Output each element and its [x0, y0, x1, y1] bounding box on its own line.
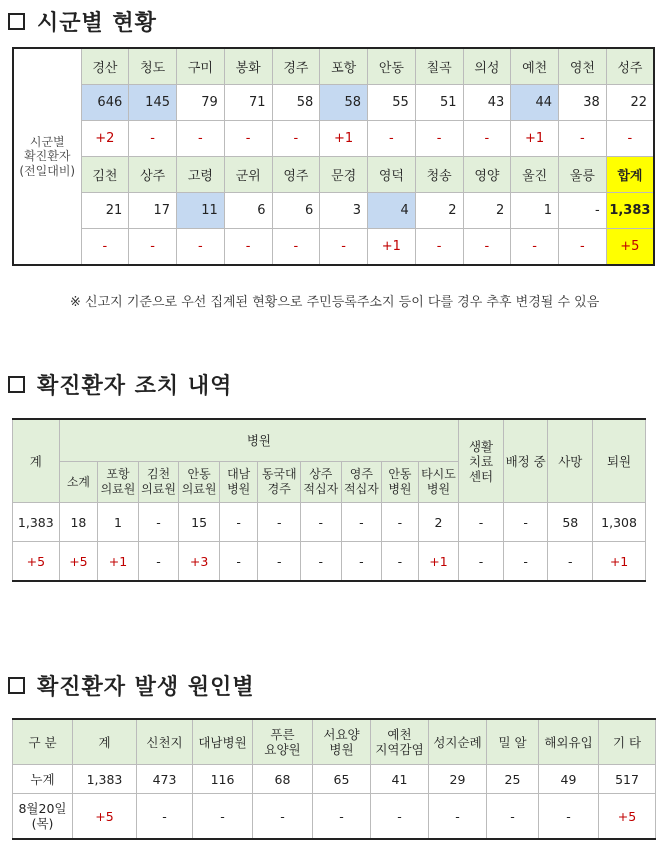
measure-total-cell: - [459, 503, 504, 542]
measure-change-cell: +5 [59, 542, 98, 582]
city-header: 김천 [81, 157, 129, 193]
city-header: 울릉 [559, 157, 607, 193]
cause-header: 밀 알 [487, 719, 539, 765]
city-count: 6 [272, 193, 320, 229]
measure-total-cell: 58 [548, 503, 593, 542]
section2-title [8, 369, 232, 400]
cause-header: 기 타 [599, 719, 656, 765]
city-count: 11 [177, 193, 225, 229]
col-center-header: 생활 치료 센터 [459, 419, 504, 503]
city-change: - [81, 229, 129, 266]
city-change: - [559, 229, 607, 266]
cause-cumulative-cell: 473 [137, 765, 193, 794]
section1-title [8, 6, 157, 37]
cause-daily-cell: - [371, 794, 429, 840]
checkbox-square-icon [8, 13, 25, 30]
city-change: - [463, 229, 511, 266]
city-header: 고령 [177, 157, 225, 193]
city-header: 청도 [129, 48, 177, 85]
city-header: 군위 [224, 157, 272, 193]
city-count: 43 [463, 85, 511, 121]
city-count: 4 [368, 193, 416, 229]
cause-cumulative-cell: 29 [429, 765, 487, 794]
measure-change-cell: - [301, 542, 342, 582]
cause-daily-cell: - [313, 794, 371, 840]
city-count: 1,383 [606, 193, 654, 229]
row-label: 시군별 확진환자 (전일대비) [13, 48, 81, 265]
checkbox-square-icon [8, 677, 25, 694]
city-count: 38 [559, 85, 607, 121]
hospital-sub-header: 타시도 병원 [418, 461, 459, 502]
cause-daily-cell: - [539, 794, 599, 840]
measure-change-cell: - [503, 542, 548, 582]
cause-daily-cell: - [193, 794, 253, 840]
city-change: - [463, 121, 511, 157]
measure-total-cell: 2 [418, 503, 459, 542]
city-change: - [129, 121, 177, 157]
city-count: 44 [511, 85, 559, 121]
cause-cumulative-cell: 25 [487, 765, 539, 794]
patient-measures-table [12, 418, 646, 582]
city-header: 경주 [272, 48, 320, 85]
city-count: 21 [81, 193, 129, 229]
city-header: 성주 [606, 48, 654, 85]
measure-total-cell: 1,308 [593, 503, 646, 542]
city-header: 영주 [272, 157, 320, 193]
city-count: 58 [320, 85, 368, 121]
city-header: 합계 [606, 157, 654, 193]
city-change: - [415, 229, 463, 266]
cause-daily-cell: - [429, 794, 487, 840]
city-change: - [511, 229, 559, 266]
city-header: 영덕 [368, 157, 416, 193]
measure-total-cell: 1,383 [13, 503, 60, 542]
cause-daily-cell: +5 [73, 794, 137, 840]
city-header: 봉화 [224, 48, 272, 85]
measure-total-cell: - [219, 503, 258, 542]
city-change: - [177, 121, 225, 157]
hospital-sub-header: 안동 병원 [382, 461, 419, 502]
cause-cumulative-cell: 41 [371, 765, 429, 794]
measure-change-cell: - [382, 542, 419, 582]
cause-header: 계 [73, 719, 137, 765]
cause-cumulative-cell: 1,383 [73, 765, 137, 794]
measure-total-cell: - [382, 503, 419, 542]
cause-header: 해외유입 [539, 719, 599, 765]
col-total-header: 계 [13, 419, 60, 503]
cause-table [12, 718, 656, 840]
cause-header: 서요양 병원 [313, 719, 371, 765]
measure-change-cell: +1 [98, 542, 139, 582]
city-count: 2 [463, 193, 511, 229]
hospital-sub-header: 안동 의료원 [179, 461, 220, 502]
cause-header: 성지순례 [429, 719, 487, 765]
measure-change-cell: - [219, 542, 258, 582]
cause-header: 신천지 [137, 719, 193, 765]
city-change: +1 [511, 121, 559, 157]
city-count: 646 [81, 85, 129, 121]
city-count: 2 [415, 193, 463, 229]
measure-change-cell: - [258, 542, 301, 582]
city-change: +2 [81, 121, 129, 157]
cause-cumulative-cell: 누계 [13, 765, 73, 794]
hospital-sub-header: 영주 적십자 [341, 461, 382, 502]
hospital-sub-header: 포항 의료원 [98, 461, 139, 502]
section3-title [8, 670, 255, 701]
city-change: - [272, 229, 320, 266]
measure-total-cell: - [301, 503, 342, 542]
hospital-sub-header: 상주 적십자 [301, 461, 342, 502]
col-death-header: 사망 [548, 419, 593, 503]
city-change: - [606, 121, 654, 157]
city-change: +5 [606, 229, 654, 266]
hospital-sub-header: 소계 [59, 461, 98, 502]
city-count: 1 [511, 193, 559, 229]
city-change: - [224, 229, 272, 266]
measure-change-cell: - [138, 542, 179, 582]
city-count: - [559, 193, 607, 229]
city-change: - [320, 229, 368, 266]
city-change: - [224, 121, 272, 157]
col-discharged-header: 퇴원 [593, 419, 646, 503]
city-header: 청송 [415, 157, 463, 193]
cause-daily-cell: - [253, 794, 313, 840]
city-change: +1 [368, 229, 416, 266]
hospital-sub-header: 대남 병원 [219, 461, 258, 502]
city-header: 영양 [463, 157, 511, 193]
city-count: 58 [272, 85, 320, 121]
measure-change-cell: - [548, 542, 593, 582]
cause-cumulative-cell: 517 [599, 765, 656, 794]
cause-cumulative-cell: 116 [193, 765, 253, 794]
measure-total-cell: - [503, 503, 548, 542]
measure-total-cell: 18 [59, 503, 98, 542]
city-header: 안동 [368, 48, 416, 85]
cause-daily-cell: 8월20일 (목) [13, 794, 73, 840]
hospital-sub-header: 김천 의료원 [138, 461, 179, 502]
city-count: 145 [129, 85, 177, 121]
city-change: - [559, 121, 607, 157]
cause-cumulative-cell: 65 [313, 765, 371, 794]
city-change: +1 [320, 121, 368, 157]
col-pending-header: 배정 중 [503, 419, 548, 503]
city-count: 71 [224, 85, 272, 121]
city-change: - [272, 121, 320, 157]
city-header: 구미 [177, 48, 225, 85]
section1-title-text: 시군별 현황 [37, 11, 157, 36]
city-count: 6 [224, 193, 272, 229]
city-change: - [129, 229, 177, 266]
city-header: 경산 [81, 48, 129, 85]
cause-header: 예천 지역감염 [371, 719, 429, 765]
cause-header: 대남병원 [193, 719, 253, 765]
measure-total-cell: - [258, 503, 301, 542]
city-count: 55 [368, 85, 416, 121]
city-change: - [177, 229, 225, 266]
measure-total-cell: - [341, 503, 382, 542]
cause-daily-cell: - [137, 794, 193, 840]
city-status-table [12, 47, 655, 266]
measure-change-cell: - [459, 542, 504, 582]
cause-daily-cell: - [487, 794, 539, 840]
footnote: ※ 신고지 기준으로 우선 집계된 현황으로 주민등록주소지 등이 다를 경우 추후 변경될 수 있음 [70, 295, 600, 310]
measure-total-cell: 1 [98, 503, 139, 542]
city-header: 포항 [320, 48, 368, 85]
city-change: - [368, 121, 416, 157]
city-header: 울진 [511, 157, 559, 193]
measure-change-cell: +1 [593, 542, 646, 582]
city-count: 22 [606, 85, 654, 121]
hospital-sub-header: 동국대 경주 [258, 461, 301, 502]
measure-change-cell: +3 [179, 542, 220, 582]
city-header: 상주 [129, 157, 177, 193]
section3-title-text: 확진환자 발생 원인별 [37, 675, 255, 700]
city-header: 영천 [559, 48, 607, 85]
city-header: 문경 [320, 157, 368, 193]
city-header: 예천 [511, 48, 559, 85]
cause-cumulative-cell: 49 [539, 765, 599, 794]
measure-change-cell: +5 [13, 542, 60, 582]
checkbox-square-icon [8, 376, 25, 393]
city-header: 칠곡 [415, 48, 463, 85]
city-count: 51 [415, 85, 463, 121]
measure-total-cell: 15 [179, 503, 220, 542]
measure-total-cell: - [138, 503, 179, 542]
col-hospital-header: 병원 [59, 419, 459, 461]
cause-header: 구 분 [13, 719, 73, 765]
cause-header: 푸른 요양원 [253, 719, 313, 765]
city-count: 79 [177, 85, 225, 121]
city-count: 3 [320, 193, 368, 229]
measure-change-cell: +1 [418, 542, 459, 582]
city-header: 의성 [463, 48, 511, 85]
measure-change-cell: - [341, 542, 382, 582]
section2-title-text: 확진환자 조치 내역 [37, 374, 233, 399]
cause-cumulative-cell: 68 [253, 765, 313, 794]
city-count: 17 [129, 193, 177, 229]
city-change: - [415, 121, 463, 157]
cause-daily-cell: +5 [599, 794, 656, 840]
